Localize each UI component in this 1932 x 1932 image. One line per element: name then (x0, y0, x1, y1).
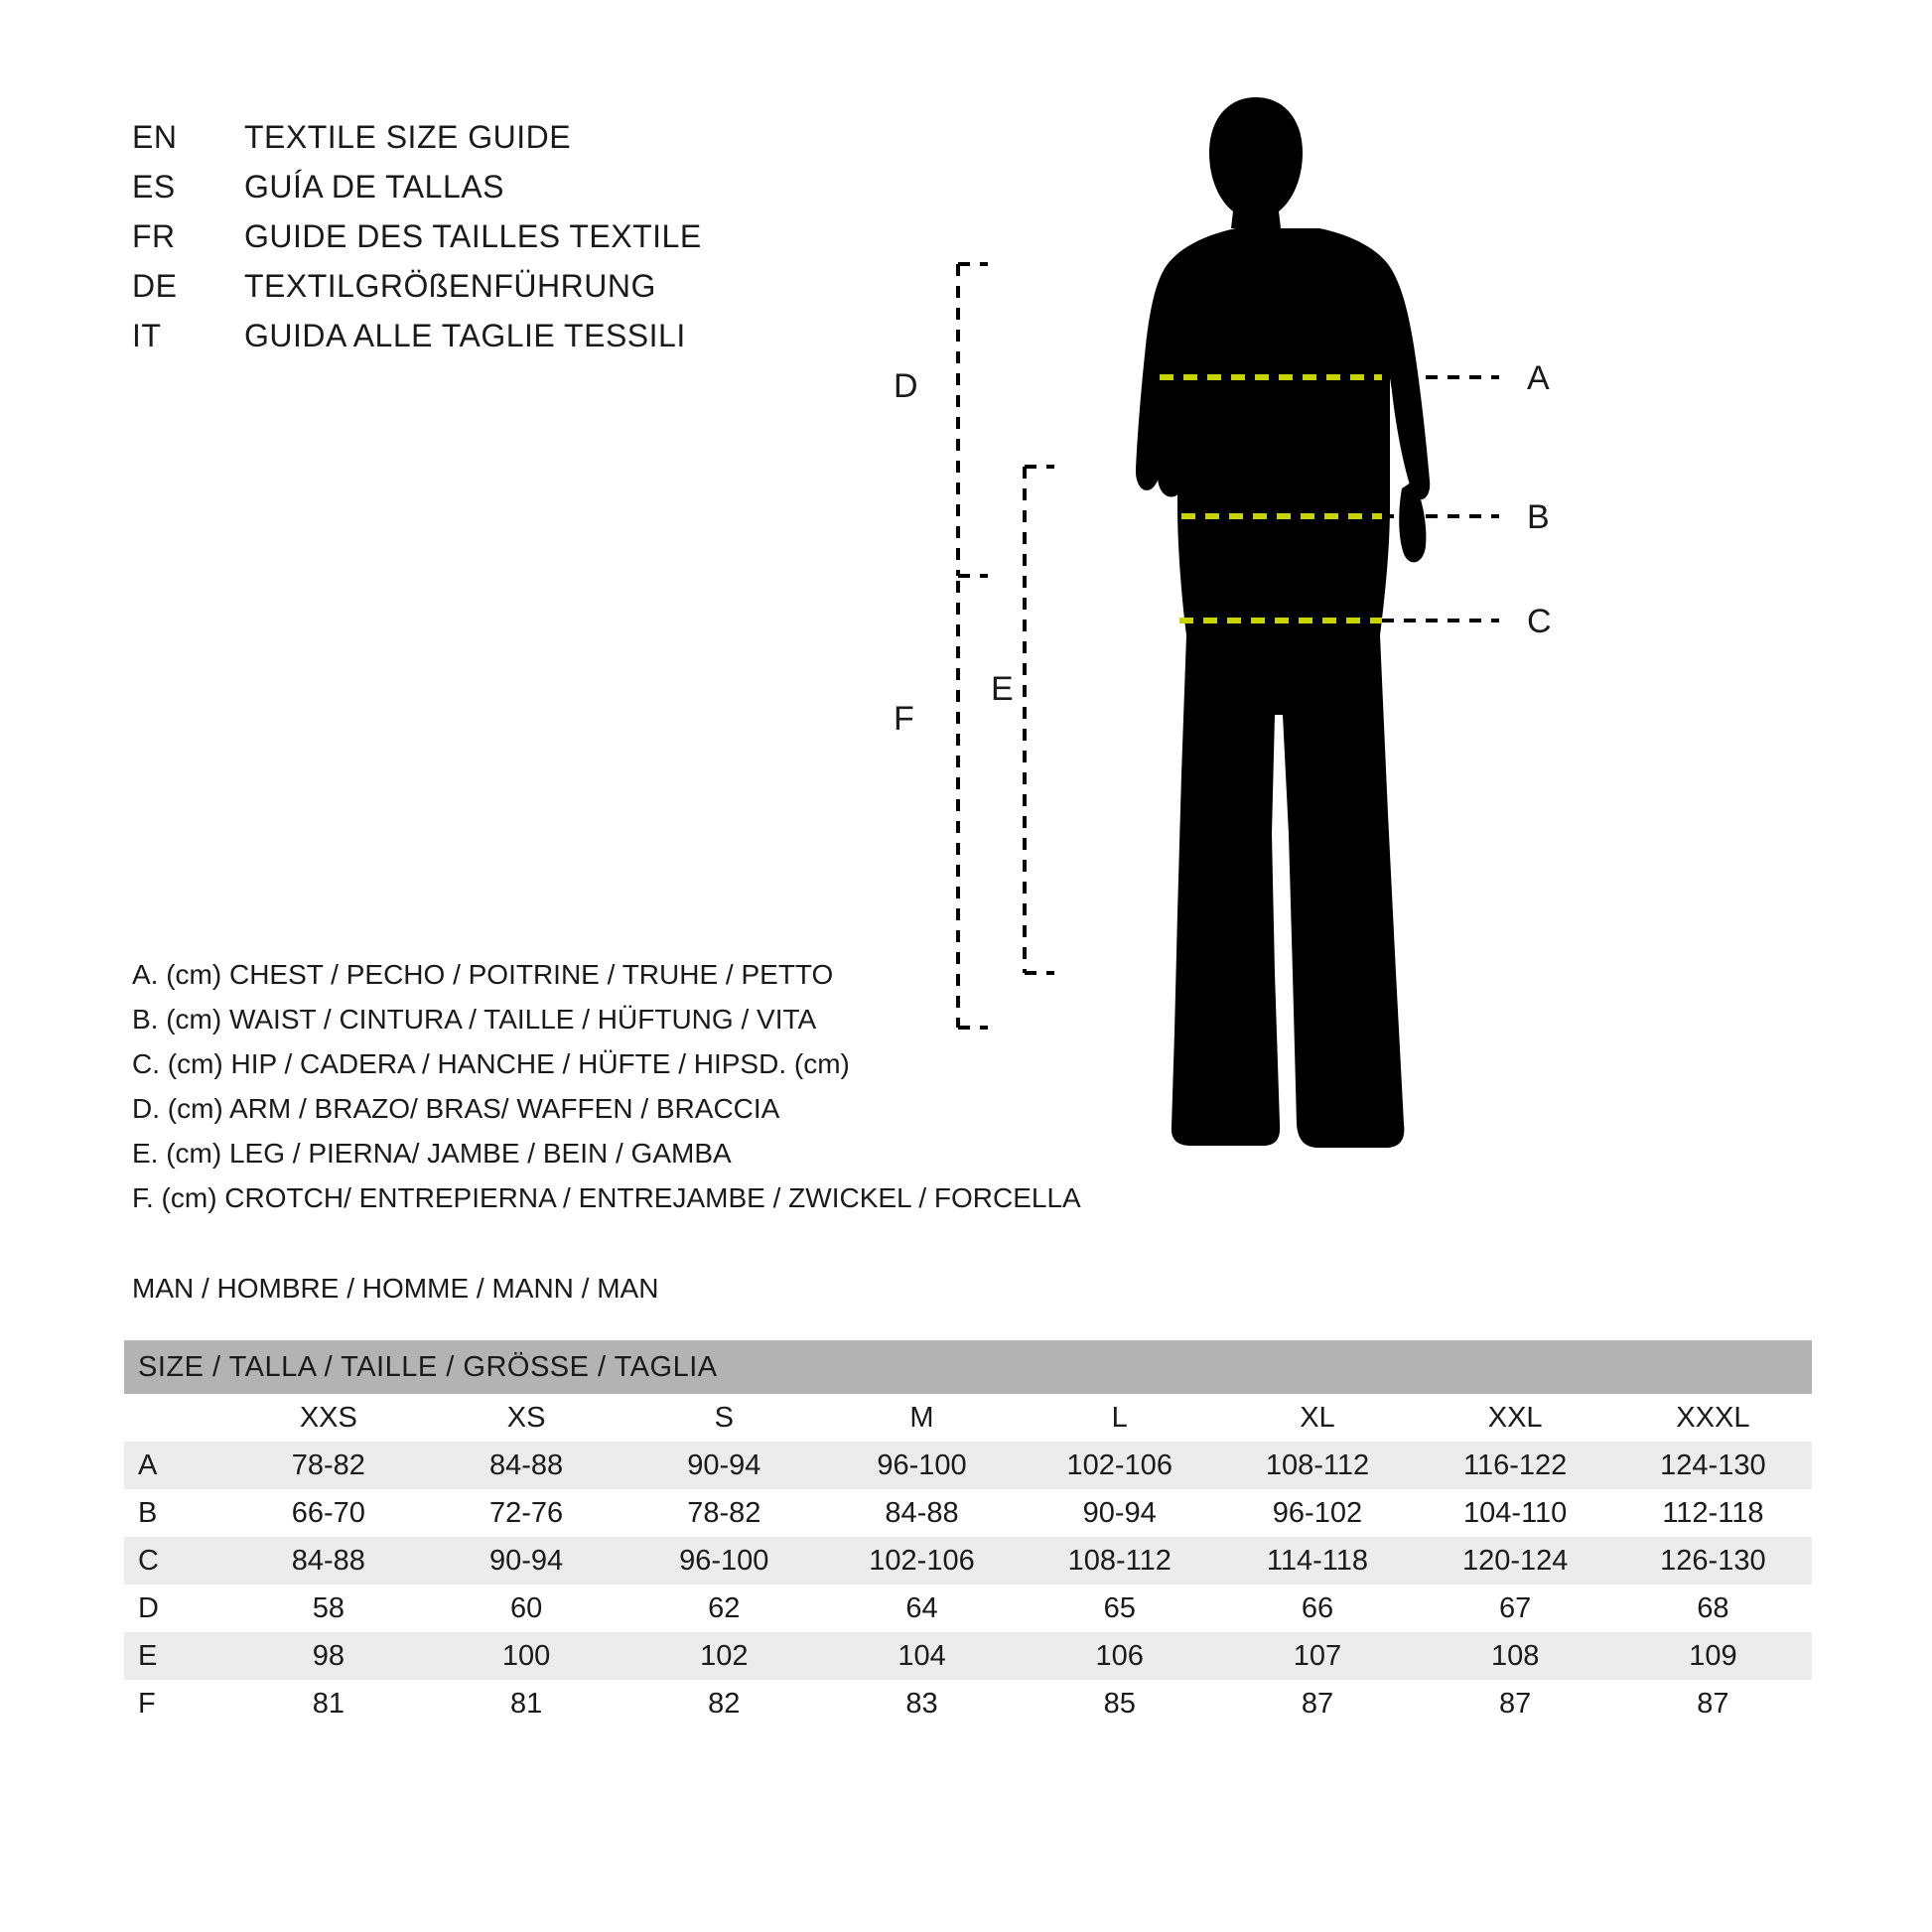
cell-b-xs: 72-76 (488, 1496, 564, 1529)
cell-b-s: 78-82 (687, 1496, 761, 1529)
language-title-block (132, 119, 946, 367)
table-row (124, 1585, 1812, 1632)
language-code: FR (132, 218, 176, 254)
legend-item-f: F. (cm) CROTCH/ ENTREPIERNA / ENTREJAMBE / ZWICKEL / FORCELLA (132, 1182, 1081, 1213)
language-row-de (132, 268, 946, 318)
table-column-headers (124, 1394, 1812, 1442)
cell-b-xxl: 104-110 (1463, 1496, 1568, 1529)
column-header-xl: XL (1218, 1394, 1416, 1442)
language-code: ES (132, 169, 176, 205)
language-title: GUIDE DES TAILLES TEXTILE (244, 218, 702, 254)
cell-c-l: 108-112 (1021, 1537, 1218, 1585)
cell-f-xxs: 81 (312, 1687, 345, 1720)
cell-c-m: 102-106 (823, 1537, 1021, 1585)
cell-d-xxl: 67 (1499, 1591, 1532, 1624)
marker-label-a: A (1527, 359, 1550, 397)
legend-item-a: A. (cm) CHEST / PECHO / POITRINE / TRUHE / PETTO (132, 959, 834, 990)
language-title: TEXTILGRÖßENFÜHRUNG (244, 268, 656, 304)
cell-a-m: 96-100 (823, 1442, 1021, 1489)
marker-label-e: E (991, 670, 1014, 708)
cell-c-s: 96-100 (625, 1537, 823, 1585)
language-code: IT (132, 318, 162, 353)
cell-b-m: 84-88 (885, 1496, 959, 1529)
cell-e-xxs: 98 (229, 1632, 427, 1680)
language-row-es (132, 169, 946, 218)
cell-b-xxs: 66-70 (291, 1496, 365, 1529)
cell-c-xxs: 84-88 (229, 1537, 427, 1585)
legend-item-e: E. (cm) LEG / PIERNA/ JAMBE / BEIN / GAMBA (132, 1138, 732, 1169)
language-code: DE (132, 268, 178, 304)
row-label-a: A (124, 1442, 229, 1489)
language-title: TEXTILE SIZE GUIDE (244, 119, 572, 155)
size-table (124, 1340, 1812, 1727)
table-corner-cell (124, 1394, 229, 1442)
cell-a-l: 102-106 (1021, 1442, 1218, 1489)
row-label-d: D (138, 1591, 159, 1624)
table-row (124, 1489, 1812, 1537)
row-label-c: C (124, 1537, 229, 1585)
marker-label-c: C (1527, 603, 1552, 640)
body-measurement-diagram (894, 79, 1876, 1271)
measurement-legend (132, 961, 1184, 1229)
cell-e-xl: 107 (1218, 1632, 1416, 1680)
leg-dimension-bracket (1025, 467, 1054, 973)
cell-a-xs: 84-88 (427, 1442, 624, 1489)
cell-f-xxxl: 87 (1697, 1687, 1729, 1720)
table-row (124, 1680, 1812, 1727)
cell-b-xl: 96-102 (1272, 1496, 1363, 1529)
column-header-m: M (823, 1394, 1021, 1442)
cell-d-xl: 66 (1301, 1591, 1334, 1624)
table-band-label: SIZE / TALLA / TAILLE / GRÖSSE / TAGLIA (124, 1340, 1812, 1394)
cell-f-xs: 81 (509, 1687, 543, 1720)
cell-f-l: 85 (1103, 1687, 1136, 1720)
cell-e-l: 106 (1021, 1632, 1218, 1680)
cell-e-xxl: 108 (1417, 1632, 1614, 1680)
arm-dimension-bracket (958, 264, 988, 576)
cell-d-xs: 60 (509, 1591, 543, 1624)
cell-a-s: 90-94 (625, 1442, 823, 1489)
row-label-e: E (124, 1632, 229, 1680)
language-row-en (132, 119, 946, 169)
marker-label-d: D (894, 367, 918, 405)
cell-c-xs: 90-94 (427, 1537, 624, 1585)
row-label-f: F (138, 1687, 156, 1720)
cell-d-xxs: 58 (312, 1591, 345, 1624)
cell-f-xl: 87 (1301, 1687, 1334, 1720)
cell-a-xxs: 78-82 (229, 1442, 427, 1489)
legend-item-b: B. (cm) WAIST / CINTURA / TAILLE / HÜFTUNG / VITA (132, 1004, 817, 1035)
cell-f-m: 83 (905, 1687, 938, 1720)
legend-item-d: D. (cm) ARM / BRAZO/ BRAS/ WAFFEN / BRACCIA (132, 1093, 780, 1124)
cell-f-xxl: 87 (1499, 1687, 1532, 1720)
legend-item-c: C. (cm) HIP / CADERA / HANCHE / HÜFTE / HIPSD. (cm) (132, 1048, 850, 1079)
language-title: GUÍA DE TALLAS (244, 169, 504, 205)
cell-d-xxxl: 68 (1697, 1591, 1729, 1624)
cell-e-m: 104 (823, 1632, 1021, 1680)
column-header-xs: XS (427, 1394, 624, 1442)
cell-d-m: 64 (905, 1591, 938, 1624)
column-header-xxl: XXL (1417, 1394, 1614, 1442)
marker-label-f: F (894, 700, 914, 738)
cell-d-l: 65 (1103, 1591, 1136, 1624)
table-band-header (124, 1340, 1812, 1394)
cell-c-xl: 114-118 (1218, 1537, 1416, 1585)
cell-a-xxxl: 124-130 (1614, 1442, 1812, 1489)
column-header-xxs: XXS (229, 1394, 427, 1442)
column-header-xxxl: XXXL (1614, 1394, 1812, 1442)
cell-a-xxl: 116-122 (1417, 1442, 1614, 1489)
cell-a-xl: 108-112 (1218, 1442, 1416, 1489)
table-row (124, 1442, 1812, 1489)
column-header-l: L (1021, 1394, 1218, 1442)
cell-e-s: 102 (625, 1632, 823, 1680)
cell-b-l: 90-94 (1082, 1496, 1157, 1529)
gender-label: MAN / HOMBRE / HOMME / MANN / MAN (132, 1273, 659, 1304)
table-row (124, 1632, 1812, 1680)
language-title: GUIDA ALLE TAGLIE TESSILI (244, 318, 686, 353)
language-row-fr (132, 218, 946, 268)
table-row (124, 1537, 1812, 1585)
row-label-b: B (138, 1496, 158, 1529)
language-row-it (132, 318, 946, 367)
cell-e-xxxl: 109 (1614, 1632, 1812, 1680)
language-code: EN (132, 119, 178, 155)
cell-f-s: 82 (708, 1687, 741, 1720)
cell-c-xxxl: 126-130 (1614, 1537, 1812, 1585)
cell-e-xs: 100 (427, 1632, 624, 1680)
cell-b-xxxl: 112-118 (1662, 1496, 1764, 1529)
marker-label-b: B (1527, 498, 1550, 536)
cell-c-xxl: 120-124 (1417, 1537, 1614, 1585)
cell-d-s: 62 (708, 1591, 741, 1624)
column-header-s: S (625, 1394, 823, 1442)
